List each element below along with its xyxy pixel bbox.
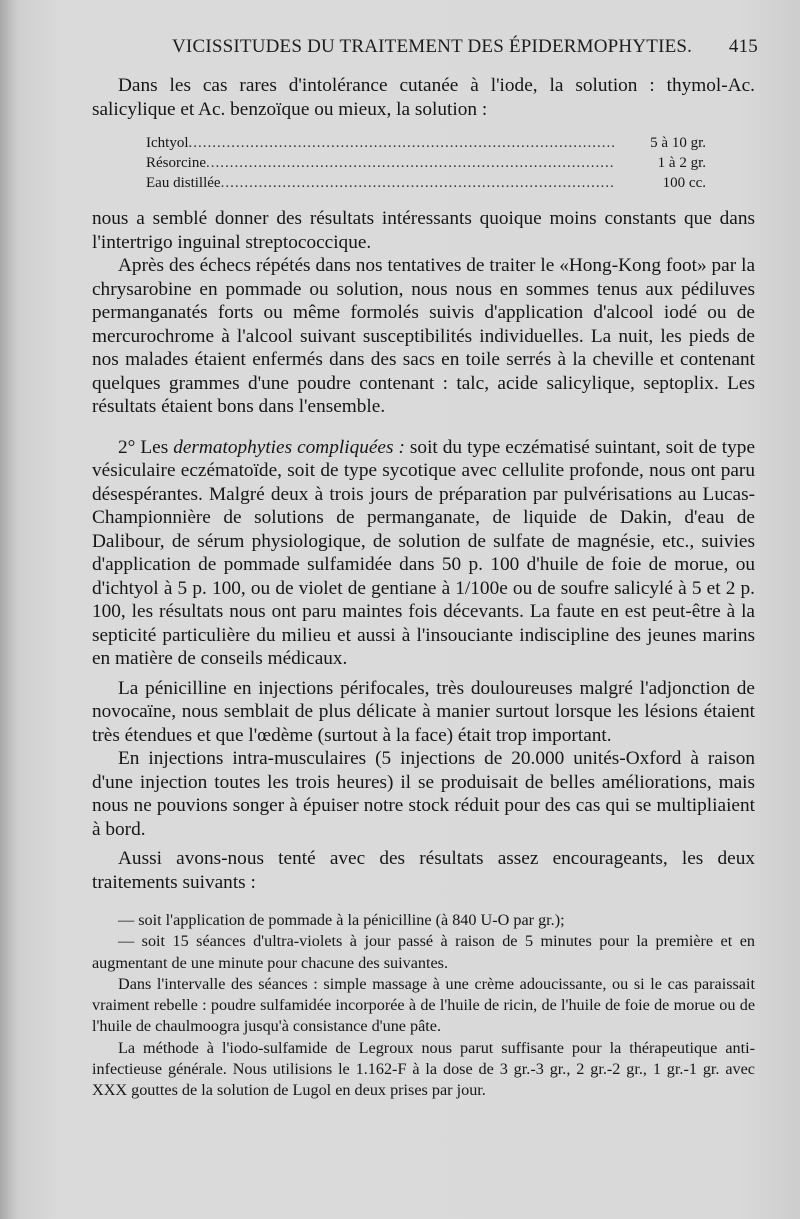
paragraph-text: soit du type eczématisé suintant, soit de type vésiculaire eczématoïde, soit de type sycotique avec cellulite profonde, nous ont paru désespérantes. Malgré deux à trois jours de préparation par pulvérisations au Lucas-Championnière de solutions de permanganate, de liquide de Dakin, d'eau de Dalibour, de sérum physiologique, de solution de sulfate de magnésie, etc., suivies d'application de pommade sulfamidée dans 50 p. 100 d'huile de foie de morue, ou d'ichtyol à 5 p. 100, ou de violet de gentiane à 1/100e ou de soufre salicylé à 5 et 2 p. 100, les résultats nous ont paru maintes fois décevants. La faute en est peut-être à la septicité particulière du milieu et aussi à l'insouciante indiscipline des jeunes marins en matière de conseils médicaux.	[92, 436, 755, 669]
treatment-item-ultra-violets: — soit 15 séances d'ultra-violets à jour passé à raison de 5 minutes pour la première et en augmentant de une minute pour chacune des suivantes.	[92, 932, 755, 972]
recipe-ingredient: Eau distillée	[146, 175, 221, 191]
paragraph-traitements: Aussi avons-nous tenté avec des résultats assez encourageants, les deux traitements suivants :	[92, 848, 755, 893]
treatment-item-penicilline: — soit l'application de pommade à la pénicilline (à 840 U-O par gr.);	[118, 911, 565, 929]
recipe-ingredient: Ichtyol	[146, 135, 189, 151]
small-print-section	[92, 910, 755, 1102]
paragraph-injections: En injections intra-musculaires (5 injections de 20.000 unités-Oxford à raison d'une injection toutes les trois heures) il se produisait de belles améliorations, mais nous ne pouvions songer à épuiser notre stock réduit pour des cas qui se multipliaient à bord.	[92, 748, 755, 840]
dot-leader	[189, 133, 615, 153]
paragraph-penicilline: La pénicilline en injections périfocales, très douloureuses malgré l'adjonction de novocaïne, nous semblait de plus délicate à manier surtout lorsque les lésions étaient très étendues et que l'œdème (surtout à la face) était trop important.	[92, 677, 755, 746]
page-body	[92, 74, 755, 1102]
dot-leader	[206, 153, 614, 173]
running-title: VICISSITUDES DU TRAITEMENT DES ÉPIDERMOPHYTIES.	[172, 36, 693, 57]
paragraph-intervalle: Dans l'intervalle des séances : simple massage à une crème adoucissante, ou si le cas paraissait vraiment rebelle : poudre sulfamidée incorporée à de l'huile de ricin, de l'huile de foie de morue ou de l'huile de chaulmoogra jusqu'à consistance d'une pâte.	[92, 974, 755, 1036]
paragraph-intertrigo: nous a semblé donner des résultats intéressants quoique moins constants que dans l'intertrigo inguinal streptococcique.	[92, 208, 755, 253]
recipe-ingredient: Résorcine	[146, 155, 206, 171]
recipe-quantity: 5 à 10 gr.	[650, 135, 706, 151]
paragraph-legroux: La méthode à l'iodo-sulfamide de Legroux nous parut suffisante pour la thérapeutique anti-infectieuse générale. Nous utilisions le 1.162-F à la dose de 3 gr.-3 gr., 2 gr.-2 gr., 1 gr.-1 gr. avec XXX gouttes de la solution de Lugol en deux prises par jour.	[92, 1038, 755, 1100]
section-heading-italic: dermatophyties compliquées :	[173, 436, 405, 458]
recipe-row	[146, 173, 706, 193]
recipe-quantity: 100 cc.	[662, 175, 706, 191]
paragraph-iode: Dans les cas rares d'intolérance cutanée à l'iode, la solution : thymol-Ac. salicylique et Ac. benzoïque ou mieux, la solution :	[92, 75, 755, 120]
paragraph-hong-kong-foot: Après des échecs répétés dans nos tentatives de traiter le «Hong-Kong foot» par la chrysarobine en pommade ou solution, nous nous en sommes tenus aux pédiluves permanganatés forts ou même formolés suivis d'application d'alcool iodé ou de mercurochrome à l'alcool suivant susceptibilités individuelles. La nuit, les pieds de nos malades étaient enfermés dans des sacs en toile serrés à la cheville et contenant quelques grammes d'une poudre contenant : talc, acide salicylique, septoplix. Les résultats étaient bons dans l'ensemble.	[92, 255, 755, 417]
paragraph-dermatophyties-compliquees	[92, 436, 755, 671]
page-number: 415	[728, 36, 758, 57]
recipe-row	[146, 153, 706, 173]
recipe-row	[146, 133, 706, 153]
recipe-quantity: 1 à 2 gr.	[657, 155, 706, 171]
recipe-table	[146, 133, 706, 193]
dot-leader	[221, 173, 614, 193]
page-header	[172, 36, 758, 58]
section-number: 2° Les	[118, 436, 174, 458]
